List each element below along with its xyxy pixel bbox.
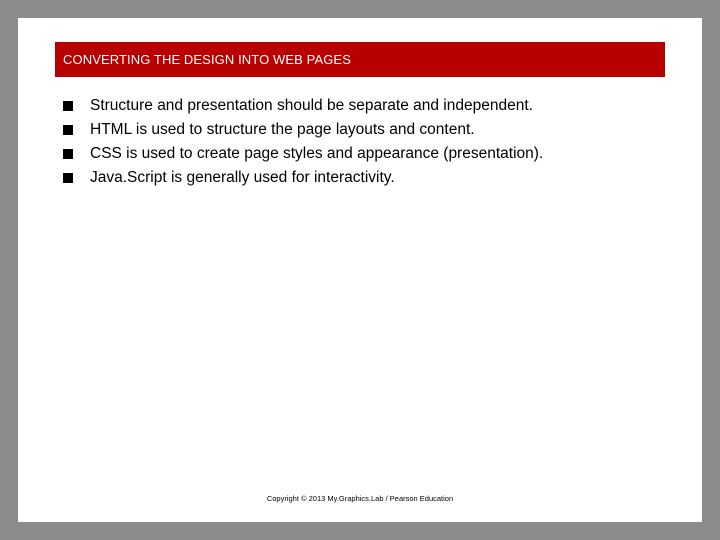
bullet-text: HTML is used to structure the page layouts and content.	[90, 121, 475, 138]
square-bullet-icon	[63, 125, 73, 135]
bullet-item	[63, 118, 543, 142]
bullet-text: Java.Script is generally used for interactivity.	[90, 169, 395, 186]
square-bullet-icon	[63, 173, 73, 183]
slide	[18, 18, 702, 522]
title-bar	[55, 42, 665, 77]
bullet-item	[63, 166, 543, 190]
bullet-list	[63, 94, 543, 190]
bullet-text: CSS is used to create page styles and appearance (presentation).	[90, 145, 544, 162]
square-bullet-icon	[63, 101, 73, 111]
slide-title: CONVERTING THE DESIGN INTO WEB PAGES	[63, 52, 351, 67]
bullet-item	[63, 142, 543, 166]
copyright-footer: Copyright © 2013 My.Graphics.Lab / Pearson Education	[266, 494, 454, 503]
bullet-text: Structure and presentation should be separate and independent.	[90, 97, 533, 114]
bullet-item	[63, 94, 543, 118]
square-bullet-icon	[63, 149, 73, 159]
